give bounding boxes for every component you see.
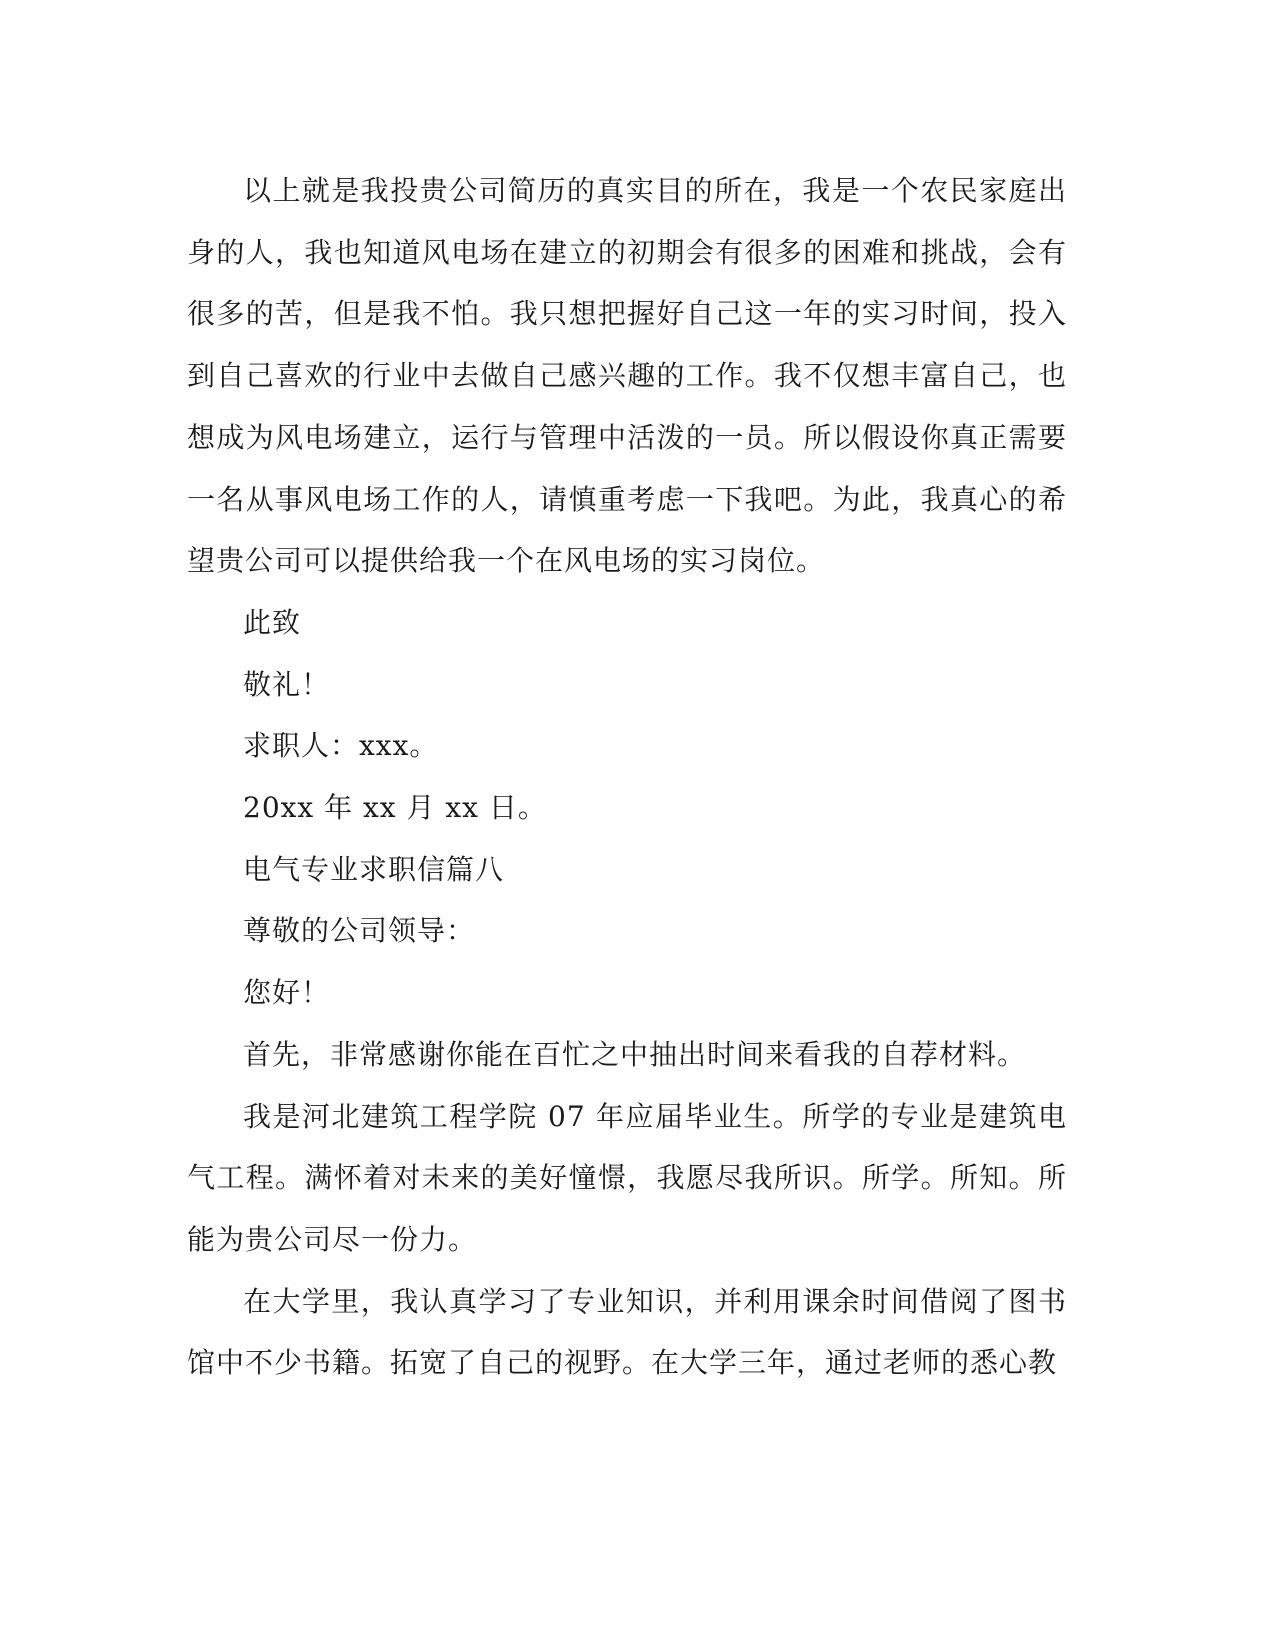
closing-regards: 敬礼！: [243, 667, 331, 701]
paragraph-university: 在大学里，我认真学习了专业知识，并利用课余时间借阅了图书馆中不少书籍。拓宽了自己的视野。在大学三年，通过老师的悉心教: [187, 1284, 1067, 1380]
applicant-signature: 求职人：xxx。: [243, 729, 439, 763]
letter-body: [187, 160, 1067, 1394]
greeting-recipient: 尊敬的公司领导：: [243, 914, 476, 948]
paragraph-thanks: 首先，非常感谢你能在百忙之中抽出时间来看我的自荐材料。: [243, 1037, 1027, 1071]
greeting-hello: 您好！: [243, 976, 331, 1010]
closing-salutation: 此致: [243, 605, 302, 639]
paragraph-introduction: 我是河北建筑工程学院 07 年应届毕业生。所学的专业是建筑电气工程。满怀着对未来的美好憧憬，我愿尽我所识。所学。所知。所能为贵公司尽一份力。: [187, 1099, 1067, 1256]
section-heading: 电气专业求职信篇八: [243, 852, 505, 886]
letter-date: 20xx 年 xx 月 xx 日。: [243, 791, 547, 825]
paragraph-motivation: 以上就是我投贵公司简历的真实目的所在，我是一个农民家庭出身的人，我也知道风电场在建立的初期会有很多的困难和挑战，会有很多的苦，但是我不怕。我只想把握好自己这一年的实习时间，投入到自己喜欢的行业中去做自己感兴趣的工作。我不仅想丰富自己，也想成为风电场建立，运行与管理中活泼的一员。所以假设你真正需要一名从事风电场工作的人，请慎重考虑一下我吧。为此，我真心的希望贵公司可以提供给我一个在风电场的实习岗位。: [187, 174, 1067, 578]
